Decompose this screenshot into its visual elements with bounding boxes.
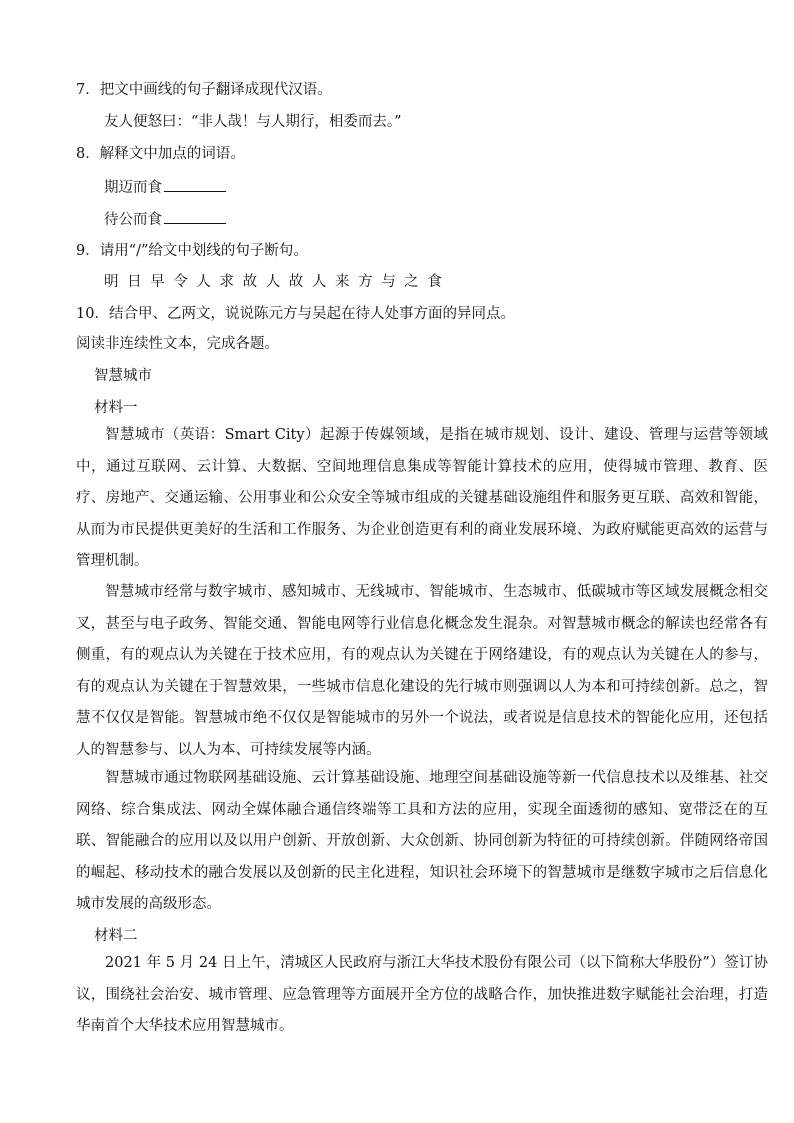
question-7-quote: 友人便怒曰：“非人哉！与人期行，相委而去。” xyxy=(104,114,402,130)
material-1-paragraph-3: 智慧城市通过物联网基础设施、云计算基础设施、地理空间基础设施等新一代信息技术以及维基、社交网络、综合集成法、网动全媒体融合通信终端等工具和方法的应用，实现全面透彻的感知、宽带泛在的互联、智能融合的应用以及以用户创新、开放创新、大众创新、协同创新为特征的可持续创新。伴随网络帝国的崛起、移动技术的融合发展以及创新的民主化进程，知识社会环境下的智慧城市是继数字城市之后信息化城市发展的高级形态。 xyxy=(76,770,768,912)
material-1-paragraph-2: 智慧城市经常与数字城市、感知城市、无线城市、智能城市、生态城市、低碳城市等区域发展概念相交叉，甚至与电子政务、智能交通、智能电网等行业信息化概念发生混杂。对智慧城市概念的解读也经常各有侧重，有的观点认为关键在于技术应用，有的观点认为关键在于网络建设，有的观点认为关键在人的参与，有的观点认为关键在于智慧效果，一些城市信息化建设的先行城市则强调以人为本和可持续创新。总之，智慧不仅仅是智能。智慧城市绝不仅仅是智能城市的另外一个说法，或者说是信息技术的智能化应用，还包括人的智慧参与、以人为本、可持续发展等内涵。 xyxy=(76,584,768,758)
material-1-heading: 材料一 xyxy=(94,400,138,416)
question-9: 9．请用“/”给文中划线的句子断句。 xyxy=(76,243,308,259)
question-10: 10．结合甲、乙两文，说说陈元方与吴起在待人处事方面的异同点。 xyxy=(76,306,515,322)
question-8-item-1 xyxy=(104,177,226,198)
question-7: 7．把文中画线的句子翻译成现代汉语。 xyxy=(76,82,332,98)
question-9-sentence: 明日早令人求故人故人来方与之食 xyxy=(104,274,451,290)
reading-instruction: 阅读非连续性文本，完成各题。 xyxy=(76,336,279,352)
section-title: 智慧城市 xyxy=(94,368,152,384)
material-2-heading: 材料二 xyxy=(94,928,138,944)
answer-blank-1[interactable] xyxy=(164,177,226,192)
answer-blank-2[interactable] xyxy=(164,209,226,224)
question-8: 8．解释文中加点的词语。 xyxy=(76,146,245,162)
material-2-paragraph-1: 2021 年 5 月 24 日上午，清城区人民政府与浙江大华技术股份有限公司（以下简称大华股份”）签订协议，围绕社会治安、城市管理、应急管理等方面展开全方位的战略合作，加快推进数字赋能社会治理，打造华南首个大华技术应用智慧城市。 xyxy=(76,955,768,1034)
question-8-term-2: 待公而食 xyxy=(104,212,162,228)
material-1-paragraph-1: 智慧城市（英语：Smart City）起源于传媒领域，是指在城市规划、设计、建设、管理与运营等领域中，通过互联网、云计算、大数据、空间地理信息集成等智能计算技术的应用，使得城市管理、教育、医疗、房地产、交通运输、公用事业和公众安全等城市组成的关键基础设施组件和服务更互联、高效和智能，从而为市民提供更美好的生活和工作服务、为企业创造更有利的商业发展环境、为政府赋能更高效的运营与管理机制。 xyxy=(76,427,768,569)
question-8-term-1: 期迈而食 xyxy=(104,180,162,196)
question-8-item-2 xyxy=(104,209,226,230)
